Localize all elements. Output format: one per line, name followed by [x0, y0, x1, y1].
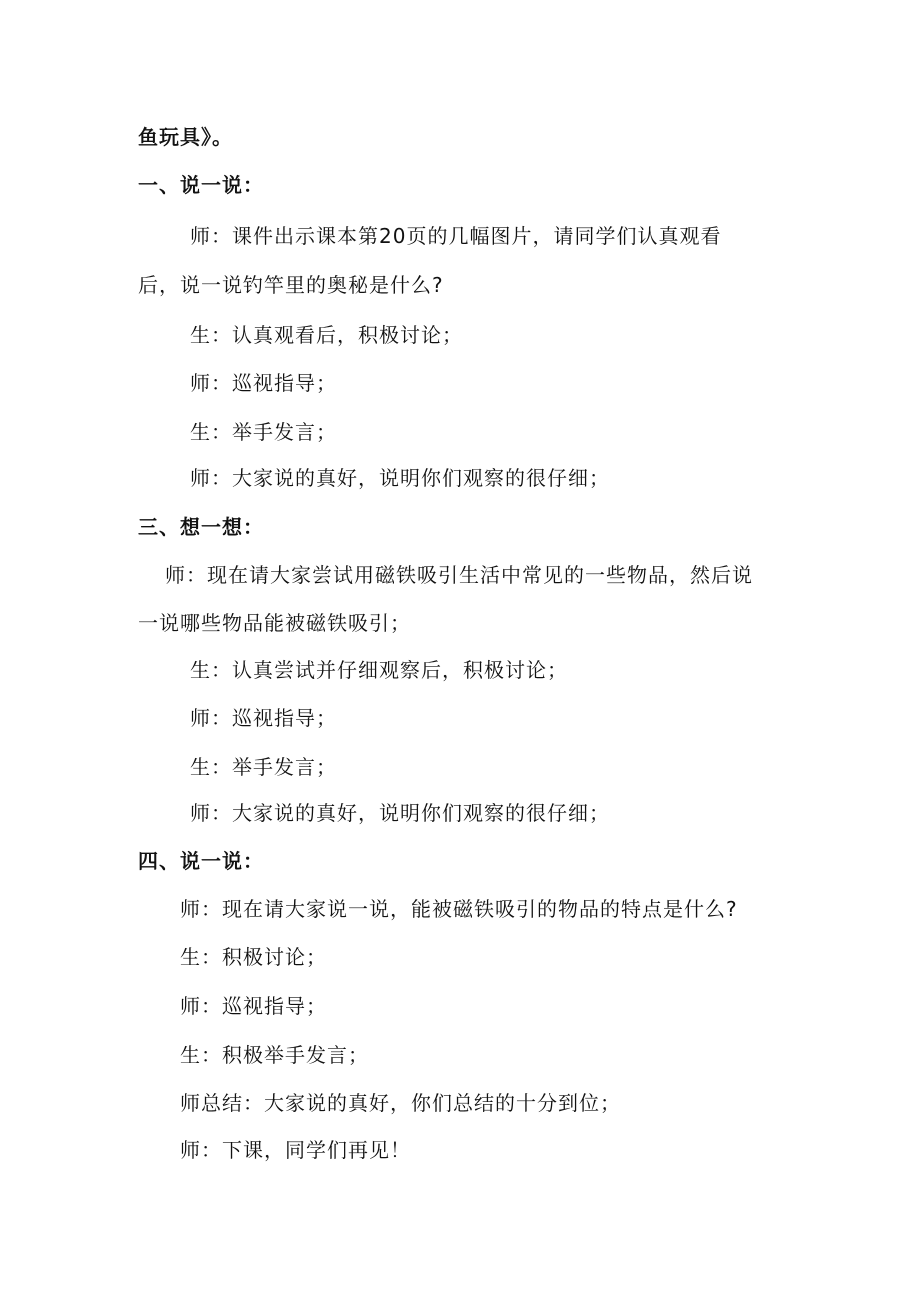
text-line: 生：认真尝试并仔细观察后，积极讨论； — [190, 658, 568, 682]
text-line: 鱼玩具》。 — [138, 125, 233, 149]
text-line: 生：认真观看后，积极讨论； — [190, 323, 463, 347]
text-line: 师：大家说的真好，说明你们观察的很仔细； — [190, 801, 610, 825]
text-line: 师：现在请大家尝试用磁铁吸引生活中常见的一些物品，然后说 — [165, 563, 753, 587]
text-line: 师总结：大家说的真好，你们总结的十分到位； — [180, 1091, 621, 1115]
section-heading: 一、说一说： — [138, 173, 264, 197]
text-line: 师：现在请大家说一说，能被磁铁吸引的物品的特点是什么? — [180, 897, 738, 921]
text-line: 师：课件出示课本第20页的几幅图片，请同学们认真观看 — [190, 224, 722, 248]
text-line: 生：举手发言； — [190, 755, 337, 779]
text-line: 师：巡视指导； — [190, 371, 337, 395]
text-line: 生：积极讨论； — [180, 945, 327, 969]
section-heading: 三、想一想： — [138, 515, 264, 539]
text-line: 师：巡视指导； — [180, 994, 327, 1018]
text-line: 师：大家说的真好，说明你们观察的很仔细； — [190, 466, 610, 490]
text-line: 师：下课，同学们再见！ — [180, 1138, 411, 1162]
text-line: 师：巡视指导； — [190, 706, 337, 730]
text-line: 后，说一说钓竿里的奥秘是什么? — [138, 273, 444, 297]
section-heading: 四、说一说： — [138, 849, 264, 873]
text-line: 生：举手发言； — [190, 420, 337, 444]
text-line: 一说哪些物品能被磁铁吸引； — [138, 611, 411, 635]
text-line: 生：积极举手发言； — [180, 1043, 369, 1067]
